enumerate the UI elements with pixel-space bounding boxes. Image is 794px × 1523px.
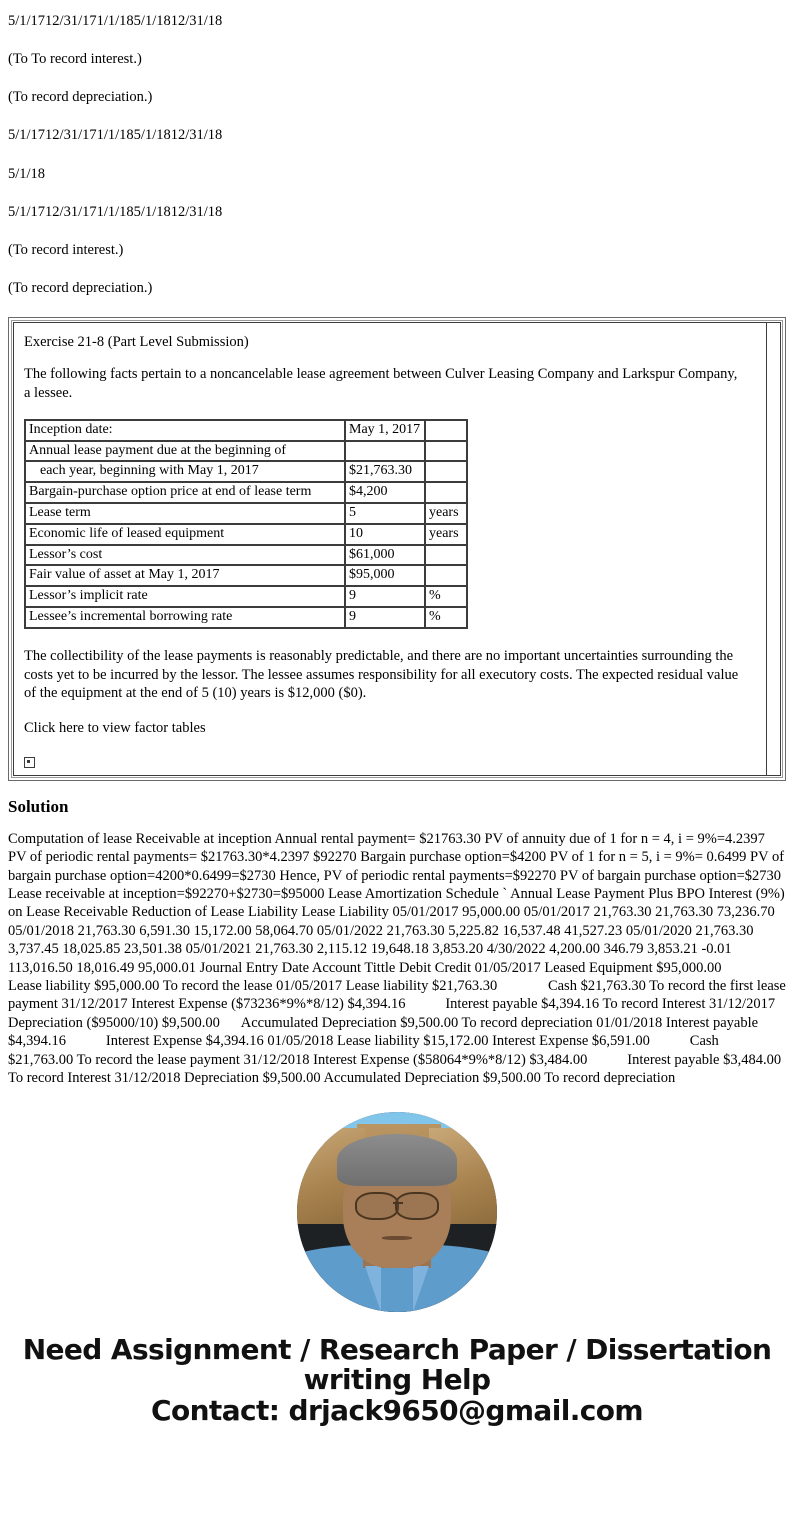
table-row <box>25 441 467 462</box>
table-row <box>25 461 467 482</box>
fact-value: 9 <box>345 586 425 607</box>
promo-line-1: Need Assignment / Research Paper / Dissertation <box>22 1332 772 1366</box>
table-row <box>25 482 467 503</box>
exercise-note-text: The collectibility of the lease payments is reasonably predictable, and there are no important uncertainties surrounding the costs yet to be incurred by the lessor. The lessee assumes responsibility for all executory costs. The expected residual value of the equipment at the end of 5 (10) years is $12,000 ($0). <box>24 647 739 702</box>
vertical-scrollbar[interactable] <box>766 323 780 775</box>
fact-label: Fair value of asset at May 1, 2017 <box>25 565 345 586</box>
eyeglasses-bridge-icon <box>393 1202 403 1204</box>
fact-value: $21,763.30 <box>345 461 425 482</box>
journal-fragment-line: 5/1/1712/31/171/1/185/1/1812/31/18 <box>8 203 223 220</box>
fact-unit <box>425 545 467 566</box>
fact-label: Economic life of leased equipment <box>25 524 345 545</box>
fact-label: each year, beginning with May 1, 2017 <box>25 461 345 482</box>
avatar-hair <box>337 1134 457 1186</box>
avatar-container <box>8 1112 786 1317</box>
fact-value: 9 <box>345 607 425 628</box>
fact-unit <box>425 565 467 586</box>
fact-unit <box>425 420 467 441</box>
fact-label: Lessee’s incremental borrowing rate <box>25 607 345 628</box>
lease-facts-table <box>24 419 468 629</box>
fact-unit <box>425 482 467 503</box>
table-row <box>25 565 467 586</box>
fact-unit: years <box>425 503 467 524</box>
promo-line-2: writing Help <box>303 1363 491 1397</box>
journal-fragment-line: 5/1/18 <box>8 165 46 182</box>
fact-label: Annual lease payment due at the beginning of <box>25 441 345 462</box>
factor-tables-link[interactable]: Click here to view factor tables <box>24 720 206 737</box>
exercise-panel <box>8 317 786 781</box>
fact-value: 5 <box>345 503 425 524</box>
journal-fragment-line: 5/1/1712/31/171/1/185/1/1812/31/18 <box>8 127 223 144</box>
table-row <box>25 545 467 566</box>
promo-line-3: Contact: drjack9650@gmail.com <box>151 1394 643 1428</box>
journal-fragment-line: 5/1/1712/31/171/1/185/1/1812/31/18 <box>8 13 223 29</box>
fact-value: May 1, 2017 <box>345 420 425 441</box>
table-row <box>25 503 467 524</box>
journal-fragment-line: (To record interest.) <box>8 241 124 258</box>
fact-value: $95,000 <box>345 565 425 586</box>
solution-body-text: Computation of lease Receivable at inception Annual rental payment= $21763.30 PV of annuity due of 1 for n = 4, i = 9%=4.2397 PV of periodic rental payments= $21763.30*4.2397 $92270 Bargain purchase option=$4200 PV of 1 for n = 5, i = 9%= 0.6499 PV of bargain purchase option=4200*0.6499=$2730 Hence, PV of periodic rental payments=$92270 PV of bargain purchase option=$2730 Lease receivable at inception=$92270+$2730=$95000 Lease Amortization Schedule ` Annual Lease Payment Plus BPO Interest (9%) on Lease Receivable Reduction of Lease Liability Lease Liability 05/01/2017 95,000.00 05/01/2017 21,763.30 21,763.30 73,236.70 05/01/2018 21,763.30 6,591.30 15,172.00 58,064.70 05/01/2022 21,763.30 5,225.82 16,537.48 41,527.23 05/01/2020 21,763.30 3,737.45 18,025.85 23,501.38 05/01/2021 21,763.30 2,115.12 19,648.18 3,853.20 4/30/2022 4,200.00 346.79 3,853.21 -0.01 113,016.50 18,016.49 95,000.01 Journal Entry Date Account Tittle Debit Credit 01/05/2017 Leased Equipment $95,000.00 Lease liability $95,000.00 To record the lease 01/05/2017 Lease liability $21,763.30 Cash $21,763.30 To record the first lease payment 31/12/2017 Interest Expense ($73236*9%*8/12) $4,394.16 Interest payable $4,394.16 To record Interest 31/12/2017 Depreciation ($95000/10) $9,500.00 Accumulated Depreciation $9,500.00 To record depreciation 01/01/2018 Interest payable $4,394.16 Interest Expense $4,394.16 01/05/2018 Lease liability $15,172.00 Interest Expense $6,591.00 Cash $21,763.00 To record the lease payment 31/12/2018 Interest Expense ($58064*9%*8/12) $3,484.00 Interest payable $3,484.00 To record Interest 31/12/2018 Depreciation $9,500.00 Accumulated Depreciation $9,500.00 To record depreciation <box>8 830 790 1087</box>
journal-fragment-line: (To record depreciation.) <box>8 89 153 106</box>
journal-fragment-line: (To record depreciation.) <box>8 279 153 296</box>
avatar-collar-left <box>365 1266 381 1312</box>
exercise-intro-text: The following facts pertain to a noncancelable lease agreement between Culver Leasing Company and Larkspur Company, a lessee. <box>24 366 738 401</box>
solution-heading: Solution <box>8 797 69 817</box>
fact-unit <box>425 461 467 482</box>
square-bullet-icon <box>24 757 35 768</box>
exercise-panel-frame <box>11 320 783 778</box>
fact-unit <box>425 441 467 462</box>
fact-label: Lease term <box>25 503 345 524</box>
avatar-mouth <box>382 1236 412 1240</box>
fact-label: Inception date: <box>25 420 345 441</box>
fact-label: Lessor’s cost <box>25 545 345 566</box>
exercise-title: Exercise 21-8 (Part Level Submission) <box>24 334 249 350</box>
fact-label: Bargain-purchase option price at end of lease term <box>25 482 345 503</box>
table-row <box>25 607 467 628</box>
fact-unit: % <box>425 586 467 607</box>
promo-footer <box>8 1332 786 1428</box>
exercise-footer-marker-row <box>24 747 770 775</box>
exercise-content-scroll-area[interactable] <box>13 322 781 776</box>
fact-unit: years <box>425 524 467 545</box>
fact-value: 10 <box>345 524 425 545</box>
fact-unit: % <box>425 607 467 628</box>
fact-value: $61,000 <box>345 545 425 566</box>
fact-value <box>345 441 425 462</box>
journal-fragment-line: (To To record interest.) <box>8 51 142 68</box>
eyeglasses-left-lens-icon <box>355 1192 399 1220</box>
lease-facts-tbody <box>25 420 467 628</box>
fact-value: $4,200 <box>345 482 425 503</box>
journal-fragments <box>8 0 786 297</box>
avatar <box>297 1112 497 1312</box>
avatar-collar-right <box>413 1266 429 1312</box>
table-row <box>25 524 467 545</box>
eyeglasses-right-lens-icon <box>395 1192 439 1220</box>
table-row <box>25 586 467 607</box>
fact-label: Lessor’s implicit rate <box>25 586 345 607</box>
table-row <box>25 420 467 441</box>
